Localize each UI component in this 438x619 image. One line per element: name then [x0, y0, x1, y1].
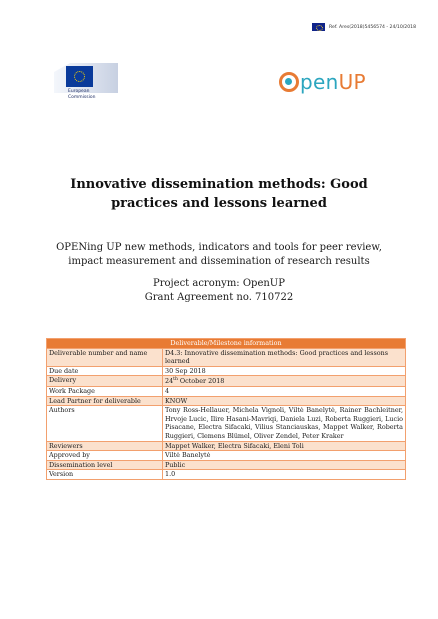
- table-row: [47, 441, 406, 451]
- row-key: Approved by: [47, 451, 163, 461]
- row-value: 24th October 2018: [163, 376, 406, 387]
- deliverable-info-table: [46, 338, 406, 480]
- eu-flag-icon: [312, 23, 325, 31]
- table-row: [47, 348, 406, 366]
- table-row: [47, 460, 406, 470]
- row-key: Delivery: [47, 376, 163, 387]
- row-value: Tony Ross-Hellauer, Michela Vignoli, Viltė Banelytė, Rainer Bachleitner, Hrvoje Lucic, Ilire Hasani-Mavriqi, Daniela Luzi, Roberta Ruggieri, Lucio Pisacane, Electra Sifacaki, Vilius Stanciauskas, Mappet Walker, Roberta Ruggieri, Clemens Blümel, Oliver Zendel, Peter Kraker: [163, 406, 406, 441]
- project-subtitle: OPENing UP new methods, indicators and tools for peer review, impact measurement and dissemination of research results: [56, 242, 382, 267]
- row-key: Deliverable number and name: [47, 348, 163, 366]
- table-row: [47, 387, 406, 397]
- openup-o-icon: [279, 72, 299, 92]
- ec-logo-line2: Commission: [68, 95, 96, 100]
- row-key: Dissemination level: [47, 460, 163, 470]
- row-key: Work Package: [47, 387, 163, 397]
- reference-stamp: [312, 23, 416, 31]
- openup-logo: [279, 72, 366, 92]
- project-acronym: Project acronym: OpenUP: [153, 278, 285, 289]
- row-key: Reviewers: [47, 441, 163, 451]
- row-value: D4.3: Innovative dissemination methods: Good practices and lessons learned: [163, 348, 406, 366]
- row-value: KNOW: [163, 396, 406, 406]
- row-key: Lead Partner for deliverable: [47, 396, 163, 406]
- row-value: Mappet Walker, Electra Sifacaki, Eleni Toli: [163, 441, 406, 451]
- openup-logo-pen: pen: [300, 70, 339, 94]
- grant-agreement: Grant Agreement no. 710722: [144, 292, 294, 303]
- row-key: Due date: [47, 366, 163, 376]
- document-title: Innovative dissemination methods: Good practices and lessons learned: [70, 177, 368, 211]
- table-row: [47, 451, 406, 461]
- table-row: [47, 396, 406, 406]
- row-key: Version: [47, 470, 163, 480]
- ec-logo-line1: European: [68, 89, 90, 94]
- table-row: [47, 376, 406, 387]
- row-key: Authors: [47, 406, 163, 441]
- row-value: 1.0: [163, 470, 406, 480]
- row-value: 4: [163, 387, 406, 397]
- table-header: Deliverable/Milestone information: [47, 339, 406, 349]
- eu-flag: [66, 66, 93, 87]
- row-value: Viltė Banelytė: [163, 451, 406, 461]
- project-info: [40, 277, 398, 305]
- eu-stars-icon: [74, 71, 85, 82]
- table-row: [47, 406, 406, 441]
- european-commission-logo: [51, 62, 121, 107]
- ec-logo-text: [68, 89, 95, 101]
- openup-logo-up: UP: [338, 70, 366, 94]
- table-row: [47, 366, 406, 376]
- row-value: Public: [163, 460, 406, 470]
- reference-text: Ref. Ares(2018)5456574 - 24/10/2018: [329, 24, 416, 30]
- row-value: 30 Sep 2018: [163, 366, 406, 376]
- table-row: [47, 470, 406, 480]
